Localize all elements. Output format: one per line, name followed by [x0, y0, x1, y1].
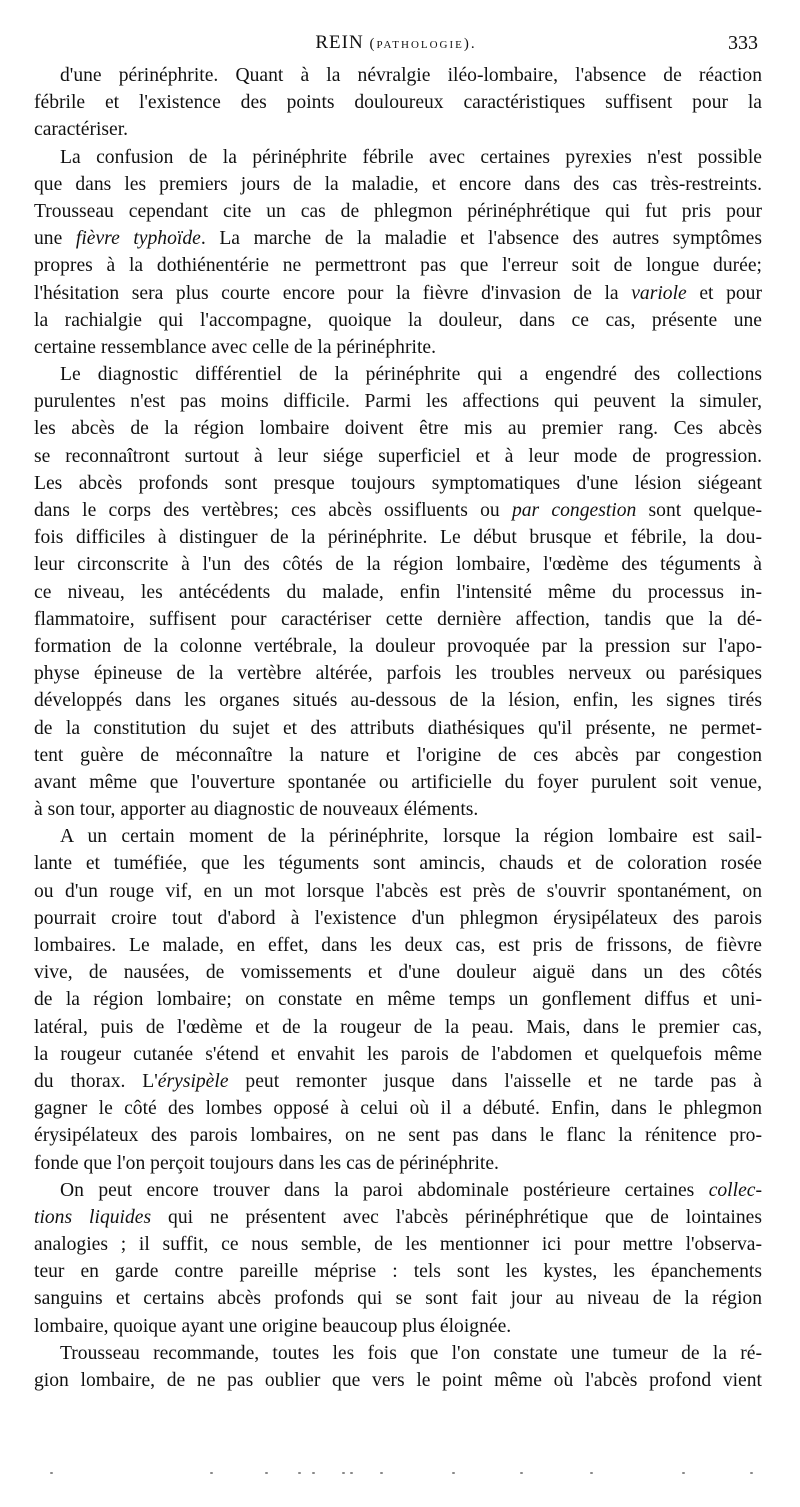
text-line: l'hésitation sera plus courte encore pour la fièvre d'invasion de la variole et pour [34, 282, 762, 304]
text-line: lombaires. Le malade, en effet, dans les deux cas, est pris de frissons, de fièvre [34, 935, 762, 956]
text-line: formation de la colonne vertébrale, la douleur provoquée par la pression sur l'apo- [34, 635, 762, 657]
text-line: la rougeur cutanée s'étend et envahit les parois de l'abdomen et quelquefois même [34, 1043, 762, 1065]
speck [298, 1472, 301, 1474]
body-text [34, 62, 762, 1394]
text-line: tions liquides qui ne présentent avec l'abcès périnéphrétique que de lointaines [34, 1206, 762, 1228]
speck [590, 1472, 593, 1474]
speck [682, 1472, 685, 1474]
text-line: tent guère de méconnaître la nature et l'origine de ces abcès par congestion [34, 744, 762, 766]
text-line: caractériser. [34, 119, 129, 141]
paragraph [34, 823, 762, 1176]
text-line: à son tour, apporter au diagnostic de nouveaux éléments. [34, 799, 479, 821]
text-line: fébrile et l'existence des points douloureux caractéristiques suffisent pour la [34, 92, 762, 114]
text-line: On peut encore trouver dans la paroi abdominale postérieure certaines collec- [60, 1179, 762, 1201]
running-head-subtitle: (pathologie). [369, 36, 477, 52]
text-line: leur circonscrite à l'un des côtés de la région lombaire, l'œdème des téguments à [34, 554, 762, 576]
speck [350, 1472, 353, 1474]
paragraph [34, 1340, 762, 1394]
text-line: développés dans les organes situés au-dessous de la lésion, enfin, les signes tirés [34, 690, 762, 712]
text-line: gion lombaire, de ne pas oublier que vers le point même où l'abcès profond vient [34, 1370, 762, 1391]
italic-term: fièvre typhoïde [75, 228, 201, 250]
text-line: Trousseau recommande, toutes les fois que l'on constate une tumeur de la ré- [60, 1342, 762, 1364]
paragraph [34, 62, 762, 144]
speck [50, 1472, 53, 1474]
text-line: de la région lombaire; on constate en même temps un gonflement diffus et uni- [34, 989, 762, 1011]
speck [750, 1472, 753, 1474]
text-line: avant même que l'ouverture spontanée ou artificielle du foyer purulent soit venue, [34, 771, 762, 793]
text-line: la rachialgie qui l'accompagne, quoique la douleur, dans ce cas, présente une [34, 309, 762, 331]
text-line: fois difficiles à distinguer de la périnéphrite. Le début brusque et fébrile, la dou- [34, 527, 762, 549]
text-line: du thorax. L'érysipèle peut remonter jusque dans l'aisselle et ne tarde pas à [34, 1070, 762, 1092]
speck [342, 1472, 345, 1474]
text-line: sanguins et certains abcès profonds qui se sont fait jour au niveau de la région [34, 1288, 762, 1310]
text-line: dans le corps des vertèbres; ces abcès ossifluents ou par congestion sont quelque- [34, 500, 763, 521]
text-line: flammatoire, suffisent pour caractériser cette dernière affection, tandis que la dé- [34, 608, 762, 630]
italic-term: variole [631, 282, 687, 304]
text-line: gagner le côté des lombes opposé à celui où il a débuté. Enfin, dans le phlegmon [34, 1098, 762, 1120]
text-line: vive, de nausées, de vomissements et d'une douleur aiguë dans un des côtés [34, 962, 762, 984]
text-line: fonde que l'on perçoit toujours dans les cas de périnéphrite. [34, 1152, 499, 1174]
text-line: physe épineuse de la vertèbre altérée, parfois les troubles nerveux ou parésiques [34, 663, 762, 685]
italic-term: par congestion [511, 500, 637, 521]
text-line: pourrait croire tout d'abord à l'existence d'un phlegmon érysipélateux des parois [34, 907, 762, 929]
text-line: les abcès de la région lombaire doivent être mis au premier rang. Ces abcès [34, 418, 762, 440]
scan-specks [50, 1470, 750, 1476]
text-line: analogies ; il suffit, ce nous semble, de les mentionner ici pour mettre l'observa- [34, 1234, 762, 1256]
text-line: une fièvre typhoïde. La marche de la maladie et l'absence des autres symptômes [34, 228, 762, 250]
speck [452, 1472, 455, 1474]
speck [520, 1472, 523, 1474]
running-head [34, 32, 758, 54]
text-line: ce niveau, les antécédents du malade, enfin l'intensité même du processus in- [34, 581, 762, 603]
italic-term: tions liquides [34, 1206, 152, 1228]
paragraph [34, 144, 762, 362]
speck [265, 1472, 268, 1474]
text-line: A un certain moment de la périnéphrite, lorsque la région lombaire est sail- [60, 826, 762, 848]
text-line: ou d'un rouge vif, en un mot lorsque l'abcès est près de s'ouvrir spontanément, on [34, 880, 762, 902]
text-line: certaine ressemblance avec celle de la périnéphrite. [34, 336, 436, 358]
italic-term: érysipèle [157, 1070, 229, 1092]
text-line: La confusion de la périnéphrite fébrile avec certaines pyrexies n'est possible [60, 146, 762, 168]
speck [210, 1472, 213, 1474]
text-line: latéral, puis de l'œdème et de la rougeur de la peau. Mais, dans le premier cas, [34, 1016, 762, 1038]
text-line: lante et tuméfiée, que les téguments sont amincis, chauds et de coloration rosée [34, 853, 762, 875]
text-line: de la constitution du sujet et des attributs diathésiques qu'il présente, ne permet- [34, 717, 762, 739]
page-header [34, 32, 758, 58]
text-line: se reconnaîtront surtout à leur siége superficiel et à leur mode de progression. [34, 445, 762, 467]
paragraph [34, 361, 762, 823]
speck [380, 1472, 383, 1474]
text-line: érysipélateux des parois lombaires, on ne sent pas dans le flanc la rénitence pro- [34, 1125, 762, 1147]
page-number: 333 [728, 32, 758, 54]
text-line: que dans les premiers jours de la maladie, et encore dans des cas très-restreints. [34, 173, 762, 195]
text-line: Le diagnostic différentiel de la périnéphrite qui a engendré des collections [60, 364, 762, 386]
text-line: Les abcès profonds sont presque toujours symptomatiques d'une lésion siégeant [34, 472, 762, 494]
text-line: propres à la dothiénentérie ne permettront pas que l'erreur soit de longue durée; [34, 255, 762, 277]
text-line: teur en garde contre pareille méprise : tels sont les kystes, les épanchements [34, 1261, 762, 1283]
speck [312, 1472, 315, 1474]
text-line: lombaire, quoique ayant une origine beaucoup plus éloignée. [34, 1315, 512, 1337]
running-head-title: REIN [315, 32, 364, 53]
text-line: d'une périnéphrite. Quant à la névralgie iléo-lombaire, l'absence de réaction [60, 65, 762, 86]
paragraph [34, 1177, 762, 1340]
italic-term: collec- [708, 1179, 762, 1201]
text-line: Trousseau cependant cite un cas de phlegmon périnéphrétique qui fut pris pour [34, 200, 762, 222]
text-line: purulentes n'est pas moins difficile. Parmi les affections qui peuvent la simuler, [34, 391, 762, 413]
